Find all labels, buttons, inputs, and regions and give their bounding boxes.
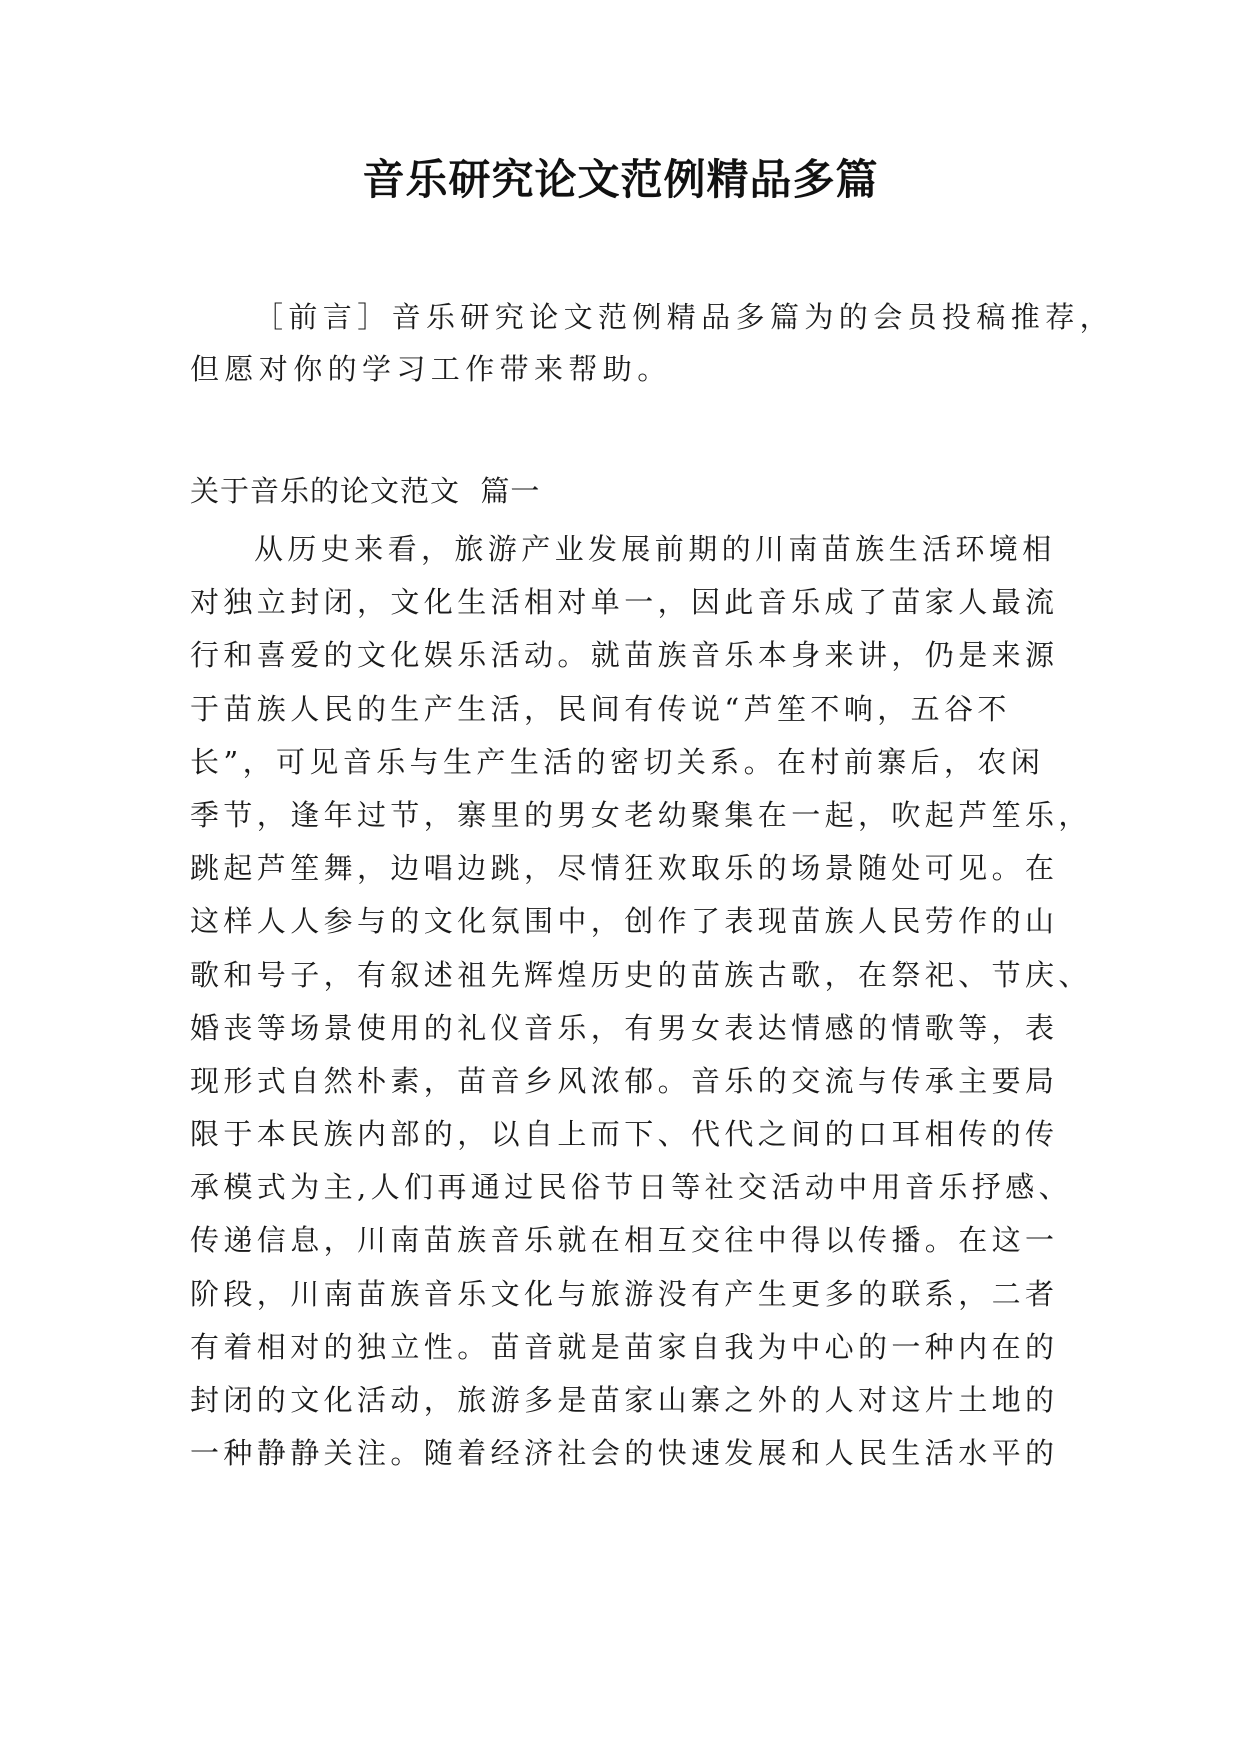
body-line: 有着相对的独立性。苗音就是苗家自我为中心的一种内在的 [190,1329,1059,1364]
body-line: 跳起芦笙舞，边唱边跳，尽情狂欢取乐的场景随处可见。在 [190,851,1059,886]
body-line: 承模式为主,人们再通过民俗节日等社交活动中用音乐抒感、 [190,1170,1073,1205]
body-paragraph [190,523,1092,1480]
body-line: 于苗族人民的生产生活，民间有传说“芦笙不响，五谷不 [190,691,1011,726]
body-line: 长”，可见音乐与生产生活的密切关系。在村前寨后，农闲 [190,744,1045,779]
body-line: 传递信息，川南苗族音乐就在相互交往中得以传播。在这一 [190,1223,1059,1258]
body-line: 从历史来看，旅游产业发展前期的川南苗族生活环境相 [254,532,1056,566]
body-line: 季节，逢年过节，寨里的男女老幼聚集在一起，吹起芦笙乐， [190,797,1092,832]
preface-line: 但愿对你的学习工作带来帮助。 [190,352,672,386]
preface-paragraph [190,291,1115,395]
body-line: 这样人人参与的文化氛围中，创作了表现苗族人民劳作的山 [190,904,1059,939]
body-line: 封闭的文化活动，旅游多是苗家山寨之外的人对这片土地的 [190,1383,1059,1417]
body-line: 歌和号子，有叙述祖先辉煌历史的苗族古歌，在祭祀、节庆、 [190,957,1092,992]
body-line: 阶段，川南苗族音乐文化与旅游没有产生更多的联系，二者 [190,1276,1059,1311]
body-line: 对独立封闭，文化生活相对单一，因此音乐成了苗家人最流 [190,585,1059,620]
body-line: 一种静静关注。随着经济社会的快速发展和人民生活水平的 [190,1436,1059,1471]
body-line: 限于本民族内部的，以自上而下、代代之间的口耳相传的传 [190,1117,1059,1152]
section-heading: 关于音乐的论文范文 篇一 [190,474,541,508]
document-title: 音乐研究论文范例精品多篇 [362,155,879,204]
body-line: 婚丧等场景使用的礼仪音乐，有男女表达情感的情歌等，表 [190,1010,1059,1045]
body-line: 现形式自然朴素，苗音乡风浓郁。音乐的交流与传承主要局 [190,1063,1059,1098]
preface-line: ［前言］音乐研究论文范例精品多篇为的会员投稿推荐， [254,300,1115,334]
body-line: 行和喜爱的文化娱乐活动。就苗族音乐本身来讲，仍是来源 [190,638,1059,673]
